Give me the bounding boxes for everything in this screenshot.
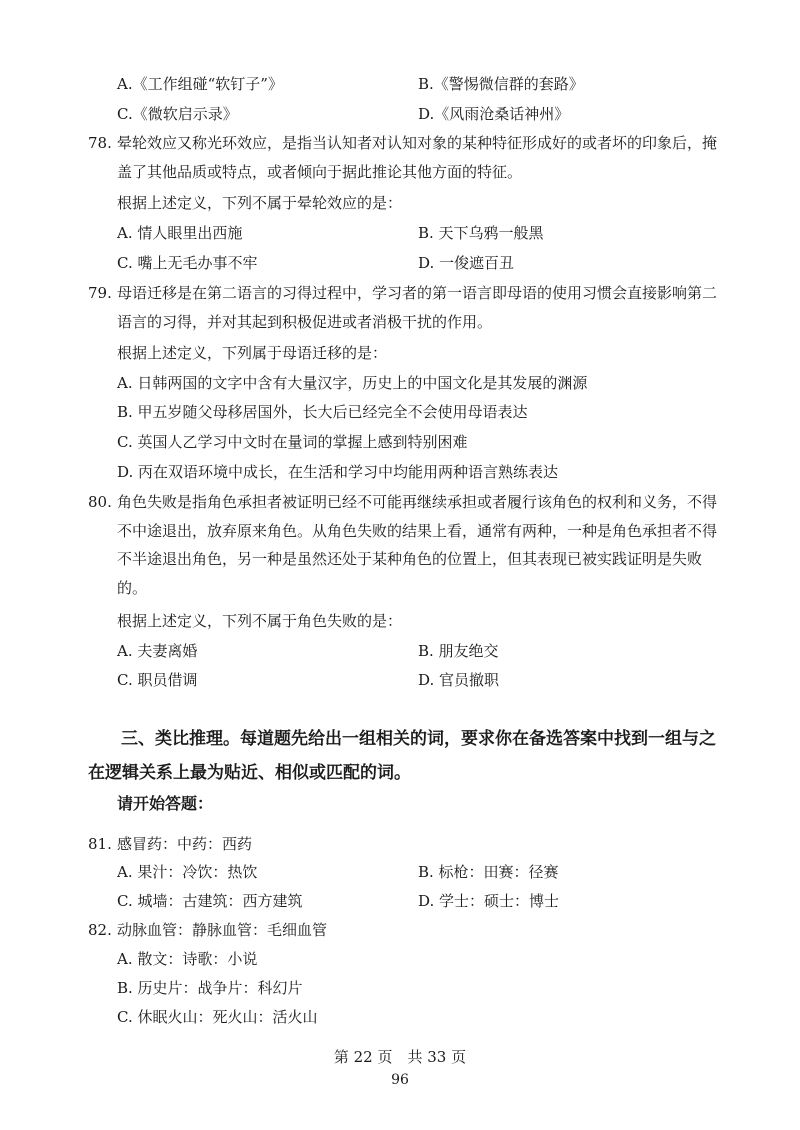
q78-option-c: C. 嘴上无毛办事不牢 (117, 254, 258, 272)
q80-option-b: B. 朋友绝交 (418, 642, 499, 660)
start-instruction: 请开始答题： (117, 794, 214, 813)
q78-number: 78. (88, 134, 112, 152)
q78-option-d: D. 一俊遮百丑 (418, 254, 515, 272)
q78-prompt: 根据上述定义，下列不属于晕轮效应的是： (117, 194, 403, 212)
q81-number: 81. (88, 835, 112, 853)
q77-option-c: C.《微软启示录》 (117, 105, 238, 123)
q82-option-b: B. 历史片：战争片：科幻片 (117, 979, 303, 997)
q80-number: 80. (88, 493, 112, 511)
q81-option-c: C. 城墙：古建筑：西方建筑 (117, 892, 303, 910)
page-footer: 第 22 页 共 33 页 (333, 1048, 467, 1066)
q81-stem: 感冒药：中药：西药 (117, 835, 253, 853)
q79-option-c: C. 英国人乙学习中文时在量词的掌握上感到特别困难 (117, 433, 468, 451)
q80-option-a: A. 夫妻离婚 (117, 642, 198, 660)
q77-option-a: A.《工作组碰“软钉子”》 (117, 75, 283, 93)
q82-number: 82. (88, 921, 112, 939)
q79-option-d: D. 丙在双语环境中成长，在生活和学习中均能用两种语言熟练表达 (117, 463, 559, 481)
q78-text: 晕轮效应又称光环效应，是指当认知者对认知对象的某种特征形成好的或者坏的印象后，掩盖了其他品质或特点，或者倾向于据此推论其他方面的特征。 (117, 134, 718, 181)
page-number: 96 (391, 1072, 409, 1088)
q80-option-d: D. 官员撤职 (418, 671, 500, 689)
q79-prompt: 根据上述定义，下列属于母语迁移的是： (117, 344, 388, 362)
q81-option-d: D. 学士：硕士：博士 (418, 892, 560, 910)
q82-option-a: A. 散文：诗歌：小说 (117, 950, 258, 968)
q79-option-a: A. 日韩两国的文字中含有大量汉字，历史上的中国文化是其发展的渊源 (117, 374, 588, 392)
q77-option-d: D.《风雨沧桑话神州》 (418, 105, 570, 123)
q78-option-b: B. 天下乌鸦一般黑 (418, 224, 544, 242)
q78-option-a: A. 情人眼里出西施 (117, 224, 243, 242)
q80-option-c: C. 职员借调 (117, 671, 198, 689)
q79-option-b: B. 甲五岁随父母移居国外，长大后已经完全不会使用母语表达 (117, 403, 528, 421)
q77-option-b: B.《警惕微信群的套路》 (418, 75, 584, 93)
q81-option-a: A. 果汁：冷饮：热饮 (117, 863, 258, 881)
q79-text: 母语迁移是在第二语言的习得过程中，学习者的第一语言即母语的使用习惯会直接影响第二语言的习得，并对其起到积极促进或者消极干扰的作用。 (117, 284, 718, 331)
q79-number: 79. (88, 284, 112, 302)
q82-option-c: C. 休眠火山：死火山：活火山 (117, 1008, 318, 1026)
q80-prompt: 根据上述定义，下列不属于角色失败的是： (117, 612, 403, 630)
q82-stem: 动脉血管：静脉血管：毛细血管 (117, 921, 328, 939)
q81-option-b: B. 标枪：田赛：径赛 (418, 863, 559, 881)
q80-text: 角色失败是指角色承担者被证明已经不可能再继续承担或者履行该角色的权利和义务，不得不中途退出，放弃原来角色。从角色失败的结果上看，通常有两种，一种是角色承担者不得不半途退出角色，另一种是虽然还处于某种角色的位置上，但其表现已被实践证明是失败的。 (117, 493, 718, 597)
section-heading: 三、类比推理。每道题先给出一组相关的词，要求你在备选答案中找到一组与之在逻辑关系上最为贴近、相似或匹配的词。 (88, 729, 716, 783)
